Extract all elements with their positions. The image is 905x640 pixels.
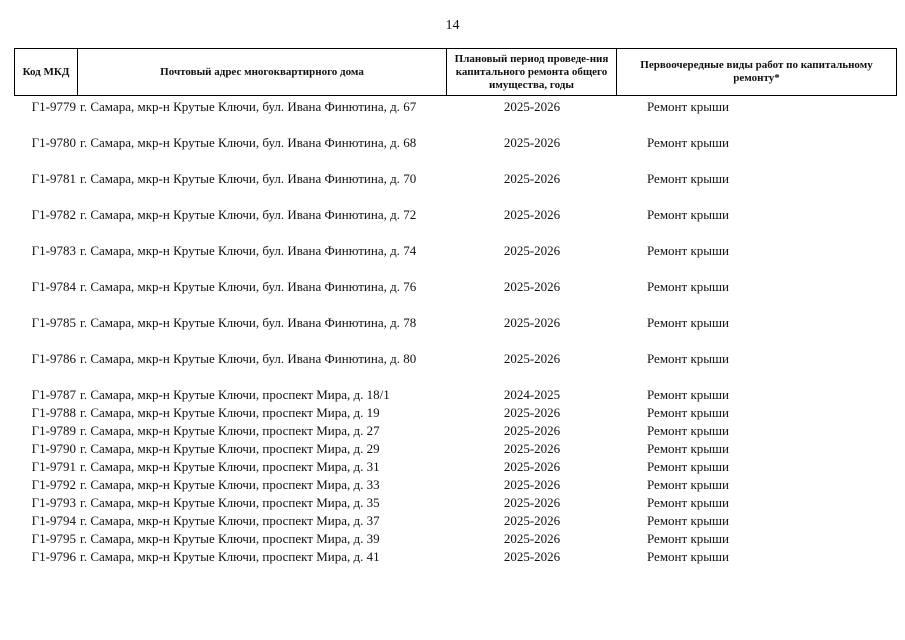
cell-code: Г1-9790 (31, 441, 76, 456)
cell-address: г. Самара, мкр-н Крутые Ключи, проспект Мира, д. 31 (80, 459, 380, 474)
cell-period: 2025-2026 (503, 351, 561, 366)
cell-code: Г1-9796 (31, 549, 76, 564)
cell-period: 2025-2026 (503, 423, 561, 438)
cell-address: г. Самара, мкр-н Крутые Ключи, проспект Мира, д. 19 (80, 405, 380, 420)
cell-address: г. Самара, мкр-н Крутые Ключи, бул. Ивана Финютина, д. 67 (80, 99, 417, 114)
cell-works: Ремонт крыши (647, 531, 729, 546)
cell-period: 2025-2026 (503, 243, 561, 258)
cell-works: Ремонт крыши (647, 279, 729, 294)
cell-code: Г1-9792 (31, 477, 76, 492)
cell-address: г. Самара, мкр-н Крутые Ключи, проспект Мира, д. 39 (80, 531, 380, 546)
table-row (0, 441, 905, 459)
table-row (0, 423, 905, 441)
cell-address: г. Самара, мкр-н Крутые Ключи, бул. Ивана Финютина, д. 70 (80, 171, 417, 186)
cell-works: Ремонт крыши (647, 315, 729, 330)
cell-address: г. Самара, мкр-н Крутые Ключи, бул. Ивана Финютина, д. 78 (80, 315, 417, 330)
cell-works: Ремонт крыши (647, 513, 729, 528)
table-row (0, 513, 905, 531)
cell-works: Ремонт крыши (647, 207, 729, 222)
cell-address: г. Самара, мкр-н Крутые Ключи, проспект Мира, д. 35 (80, 495, 380, 510)
cell-works: Ремонт крыши (647, 495, 729, 510)
cell-code: Г1-9788 (31, 405, 76, 420)
cell-period: 2025-2026 (503, 531, 561, 546)
cell-period: 2025-2026 (503, 279, 561, 294)
cell-code: Г1-9793 (31, 495, 76, 510)
cell-works: Ремонт крыши (647, 549, 729, 564)
cell-period: 2025-2026 (503, 207, 561, 222)
cell-works: Ремонт крыши (647, 441, 729, 456)
cell-period: 2025-2026 (503, 513, 561, 528)
cell-period: 2025-2026 (503, 405, 561, 420)
cell-code: Г1-9782 (31, 207, 76, 222)
table-row (0, 387, 905, 405)
cell-period: 2025-2026 (503, 99, 561, 114)
cell-period: 2025-2026 (503, 441, 561, 456)
page-number: 14 (445, 18, 460, 33)
cell-address: г. Самара, мкр-н Крутые Ключи, бул. Ивана Финютина, д. 76 (80, 279, 417, 294)
cell-address: г. Самара, мкр-н Крутые Ключи, бул. Ивана Финютина, д. 68 (80, 135, 417, 150)
cell-works: Ремонт крыши (647, 459, 729, 474)
header-works: Первоочередные виды работ по капитальному ремонту* (640, 59, 873, 84)
table-row (0, 405, 905, 423)
cell-code: Г1-9784 (31, 279, 76, 294)
cell-works: Ремонт крыши (647, 171, 729, 186)
cell-code: Г1-9795 (31, 531, 76, 546)
cell-code: Г1-9794 (31, 513, 76, 528)
table-row (0, 495, 905, 513)
cell-code: Г1-9785 (31, 315, 76, 330)
cell-code: Г1-9789 (31, 423, 76, 438)
table-row (0, 135, 905, 171)
cell-address: г. Самара, мкр-н Крутые Ключи, бул. Ивана Финютина, д. 72 (80, 207, 417, 222)
cell-code: Г1-9781 (31, 171, 76, 186)
cell-works: Ремонт крыши (647, 99, 729, 114)
table-header (14, 48, 897, 96)
cell-address: г. Самара, мкр-н Крутые Ключи, бул. Ивана Финютина, д. 74 (80, 243, 417, 258)
cell-works: Ремонт крыши (647, 351, 729, 366)
cell-address: г. Самара, мкр-н Крутые Ключи, проспект Мира, д. 27 (80, 423, 380, 438)
table-body (0, 99, 905, 567)
cell-address: г. Самара, мкр-н Крутые Ключи, проспект Мира, д. 18/1 (80, 387, 390, 402)
table-row (0, 549, 905, 567)
cell-period: 2025-2026 (503, 477, 561, 492)
cell-address: г. Самара, мкр-н Крутые Ключи, проспект Мира, д. 29 (80, 441, 380, 456)
header-code: Код МКД (15, 49, 78, 95)
cell-code: Г1-9779 (31, 99, 76, 114)
table-row (0, 279, 905, 315)
cell-period: 2025-2026 (503, 171, 561, 186)
table-row (0, 477, 905, 495)
table-row (0, 207, 905, 243)
cell-works: Ремонт крыши (647, 405, 729, 420)
header-address: Почтовый адрес многоквартирного дома (78, 49, 447, 95)
cell-code: Г1-9786 (31, 351, 76, 366)
cell-works: Ремонт крыши (647, 477, 729, 492)
table-row (0, 99, 905, 135)
cell-period: 2024-2025 (503, 387, 561, 402)
cell-code: Г1-9791 (31, 459, 76, 474)
cell-period: 2025-2026 (503, 549, 561, 564)
cell-address: г. Самара, мкр-н Крутые Ключи, бул. Ивана Финютина, д. 80 (80, 351, 417, 366)
table-row (0, 531, 905, 549)
cell-works: Ремонт крыши (647, 135, 729, 150)
cell-address: г. Самара, мкр-н Крутые Ключи, проспект Мира, д. 37 (80, 513, 380, 528)
table-row (0, 171, 905, 207)
cell-address: г. Самара, мкр-н Крутые Ключи, проспект Мира, д. 33 (80, 477, 380, 492)
header-period: Плановый период проведе-ния капитального ремонта общего имущества, годы (447, 49, 617, 95)
cell-period: 2025-2026 (503, 135, 561, 150)
cell-works: Ремонт крыши (647, 387, 729, 402)
table-row (0, 459, 905, 477)
table-row (0, 243, 905, 279)
table-row (0, 315, 905, 351)
cell-code: Г1-9783 (31, 243, 76, 258)
table-row (0, 351, 905, 387)
cell-period: 2025-2026 (503, 315, 561, 330)
cell-period: 2025-2026 (503, 495, 561, 510)
cell-code: Г1-9787 (31, 387, 76, 402)
cell-address: г. Самара, мкр-н Крутые Ключи, проспект Мира, д. 41 (80, 549, 380, 564)
cell-works: Ремонт крыши (647, 423, 729, 438)
cell-period: 2025-2026 (503, 459, 561, 474)
cell-works: Ремонт крыши (647, 243, 729, 258)
cell-code: Г1-9780 (31, 135, 76, 150)
